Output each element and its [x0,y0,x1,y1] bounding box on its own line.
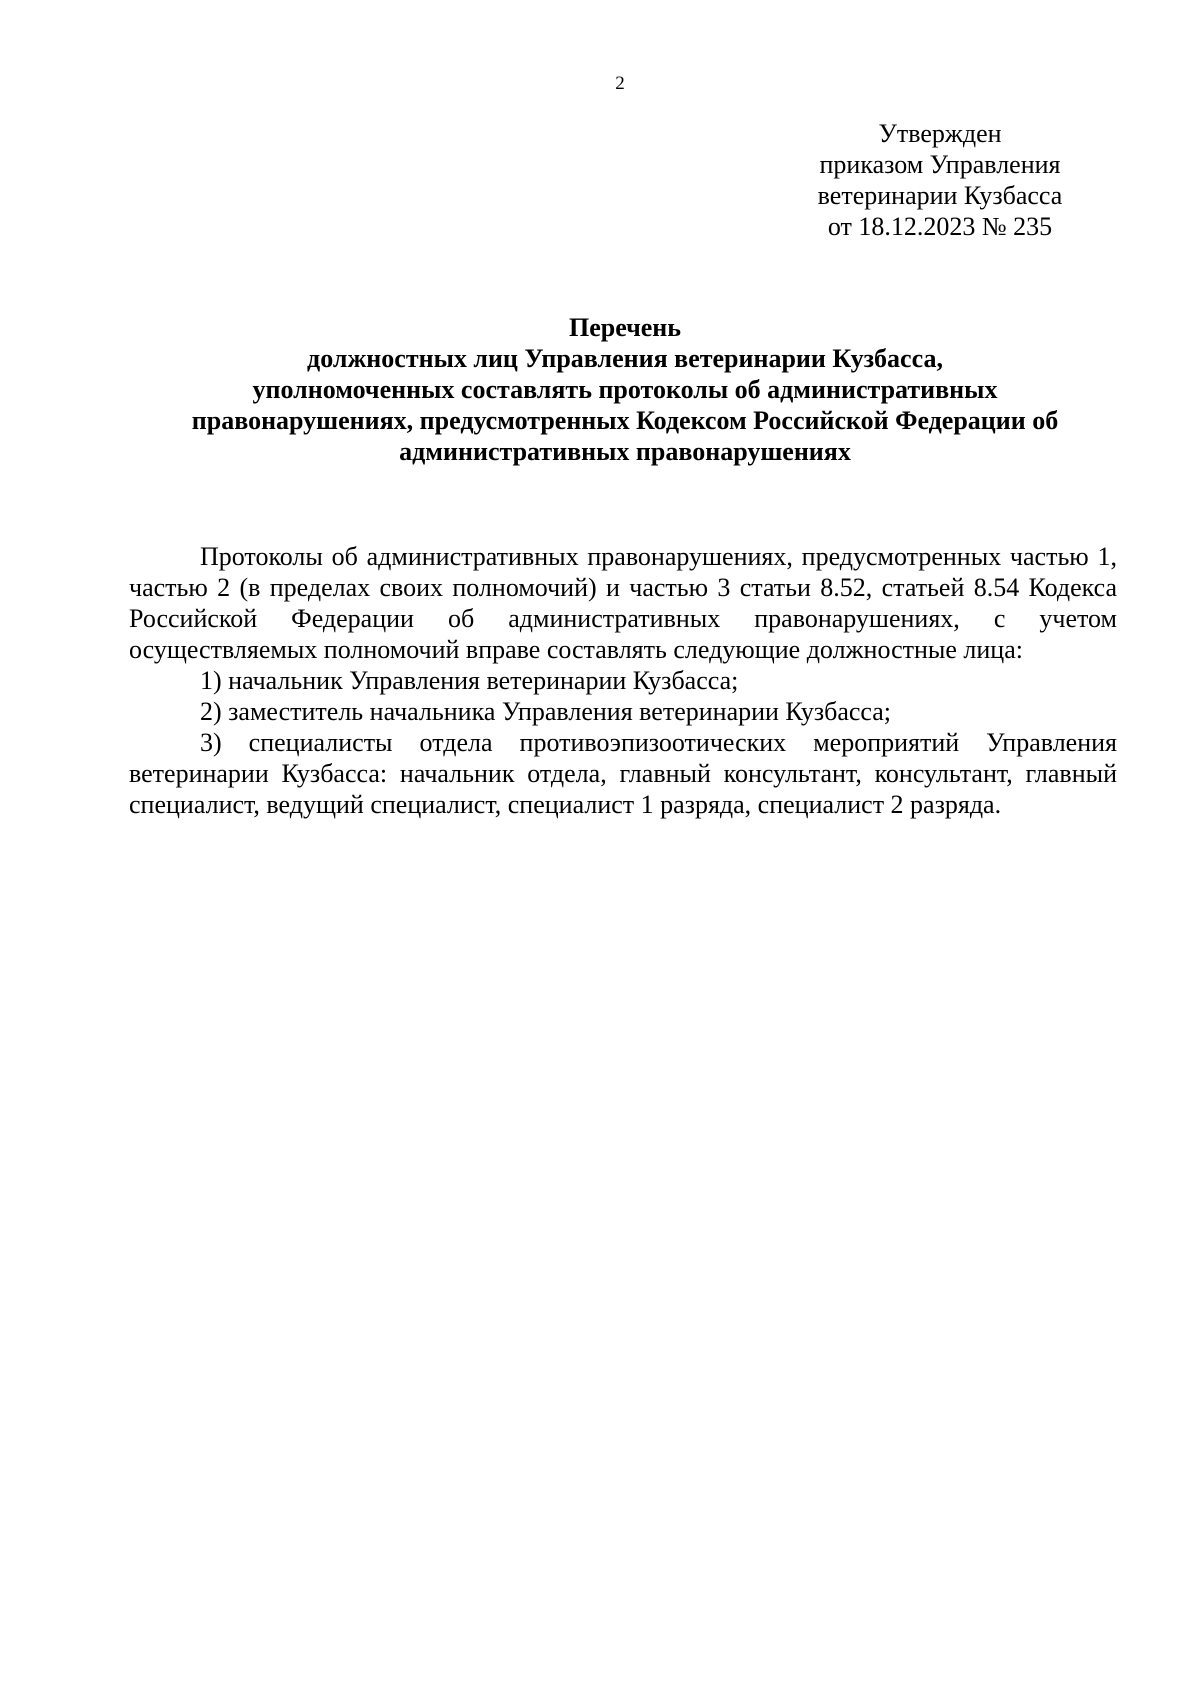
approval-line: от 18.12.2023 № 235 [827,212,1053,241]
title-line: Перечень [568,313,682,342]
list-item: 2) заместитель начальника Управления ветеринарии Кузбасса; [200,697,892,726]
title-line: должностных лиц Управления ветеринарии Кузбасса, [307,344,943,373]
list-item: 3) специалисты отдела противоэпизоотических мероприятий Управления ветеринарии Кузбасса: начальник отдела, главный консультант, консультант, главный специалист, ведущий специалист, специалист 1 разряда, специалист 2 разряда. [129,728,1117,819]
document-title [120,312,1130,467]
document-body [129,541,1117,820]
page-number: 2 [615,73,625,94]
approval-line: приказом Управления [819,150,1061,179]
title-line: административных правонарушениях [399,437,851,466]
intro-paragraph: Протоколы об административных правонарушениях, предусмотренных частью 1, частью 2 (в пределах своих полномочий) и частью 3 статьи 8.52, статьей 8.54 Кодекса Российской Федерации об административных правонарушениях, с учетом осуществляемых полномочий вправе составлять следующие должностные лица: [129,542,1117,664]
list-item: 1) начальник Управления ветеринарии Кузбасса; [200,666,739,695]
approval-line: ветеринарии Кузбасса [817,181,1063,210]
approval-line: Утвержден [878,119,1002,148]
title-line: уполномоченных составлять протоколы об административных [252,375,998,404]
title-line: правонарушениях, предусмотренных Кодексом Российской Федерации об [191,406,1059,435]
approval-block [760,118,1120,242]
